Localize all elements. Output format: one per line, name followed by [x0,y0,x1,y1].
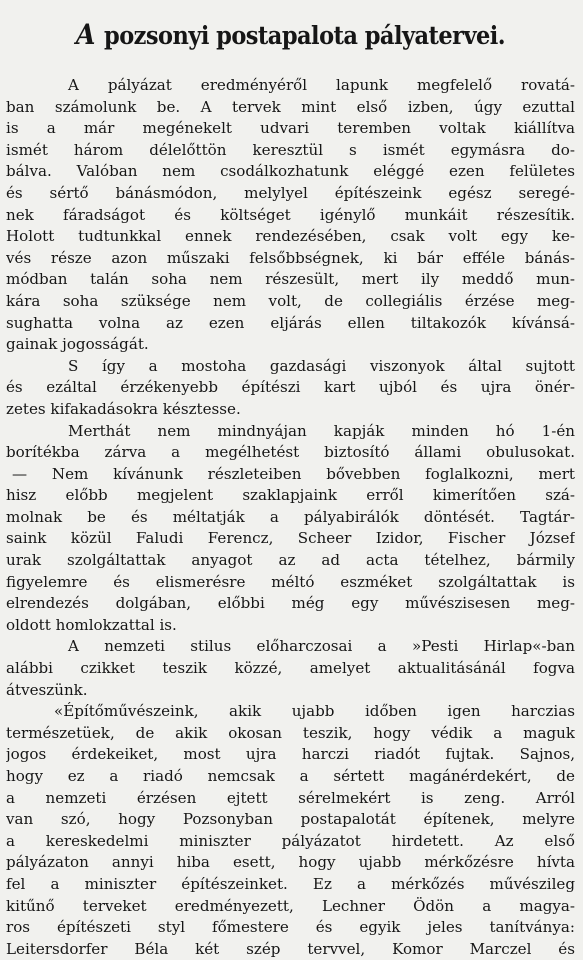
text-line: is a már megénekelt udvari teremben voltak kiállítva [6,119,575,138]
text-line: Merthát nem mindnyájan kapják minden hó 1-én [68,421,575,440]
text-line: hisz előbb megjelent szaklapjaink erről kimerítően szá- [6,486,575,505]
text-line: ros építészeti styl főmestere és egyik jeles tanítványa: [6,918,575,937]
text-line: nek fáradságot és költséget igénylő munkáit részesítik. [6,205,575,224]
text-line: alábbi czikket teszik közzé, amelyet aktualitásánál fogva [6,659,575,678]
text-line: pályázaton annyi hiba esett, hogy ujabb mérkőzésre hívta [6,853,575,872]
text-line: urak szolgáltattak anyagot az ad acta tételhez, bármily [6,551,575,570]
text-line: gainak jogosságát. [6,335,149,354]
text-line: kitűnő terveket eredményezett, Lechner Ödön a magya- [6,896,575,915]
text-line: a kereskedelmi miniszter pályázatot hirdetett. Az első [6,831,575,850]
text-line: A nemzeti stilus előharczosai a »Pesti Hirlap«-ban [68,637,575,656]
text-line: molnak be és méltatják a pályabirálók döntését. Tagtár- [6,507,575,526]
text-line: ismét három délelőttön keresztül s ismét egymásra do- [6,140,575,159]
paragraph-1 [6,75,575,356]
text-line: saink közül Faludi Ferencz, Scheer Izidor, Fischer József [6,529,575,548]
text-line: természetüek, de akik okosan teszik, hogy védik a maguk [6,723,575,742]
text-line: módban talán soha nem részesült, mert ily meddő mun- [6,270,575,289]
paragraph-3 [6,421,575,637]
text-line: zetes kifakadásokra késztesse. [6,399,241,418]
text-line: Leitersdorfer Béla két szép tervvel, Komor Marczel és [6,939,575,958]
paragraph-5 [6,701,575,960]
text-line: bálva. Valóban nem csodálkozhatunk eléggé ezen felületes [6,162,575,181]
text-line: A pályázat eredményéről lapunk megfelelő rovatá- [68,76,575,94]
text-line: oldott homlokzattal is. [6,615,177,634]
title-initial: A [75,18,95,51]
paragraph-2 [6,356,575,421]
text-line: fel a miniszter építészeinket. Ez a mérkőzés művészileg [6,874,575,893]
text-line: Holott tudtunkkal ennek rendezésében, csak volt egy ke- [6,227,575,246]
text-line: borítékba zárva a megélhetést biztosító állami obulusokat. [6,443,575,462]
text-line: a nemzeti érzésen ejtett sérelmekért is zeng. Arról [6,788,575,807]
title-text: pozsonyi postapalota pályatervei. [104,21,506,50]
text-line: hogy ez a riadó nemcsak a sértett magánérdekért, de [6,767,575,785]
text-line: van szó, hogy Pozsonyban postapalotát építenek, melyre [6,810,575,829]
text-line: és ezáltal érzékenyebb építészi kart ujból és ujra önér- [6,378,575,397]
text-line: elrendezés dolgában, előbbi még egy művészisesen meg- [6,594,575,613]
text-line: jogos érdekeiket, most ujra harczi riadót fujtak. Sajnos, [6,745,575,764]
text-line: kára soha szüksége nem volt, de collegiális érzése meg- [6,291,575,310]
text-line: vés része azon műszaki felsőbbségnek, ki bár efféle bánás- [6,248,575,267]
paragraph-4 [6,636,575,701]
text-line: átveszünk. [6,680,88,699]
text-line: figyelemre és elismerésre méltó eszméket szolgáltattak is [6,572,575,591]
text-line: — Nem kívánunk részleteiben bővebben foglalkozni, mert [12,464,575,483]
text-line: «Építőművészeink, akik ujabb időben igen harczias [54,702,575,721]
article-body [6,75,575,960]
text-line: sughatta volna az ezen eljárás ellen tiltakozók kívánsá- [6,313,575,332]
article-title [34,18,546,53]
text-line: S így a mostoha gazdasági viszonyok által sujtott [68,356,575,375]
text-line: ban számolunk be. A tervek mint első izben, úgy ezuttal [6,97,575,116]
text-line: és sértő bánásmódon, melylyel építészeink egész seregé- [6,183,575,202]
